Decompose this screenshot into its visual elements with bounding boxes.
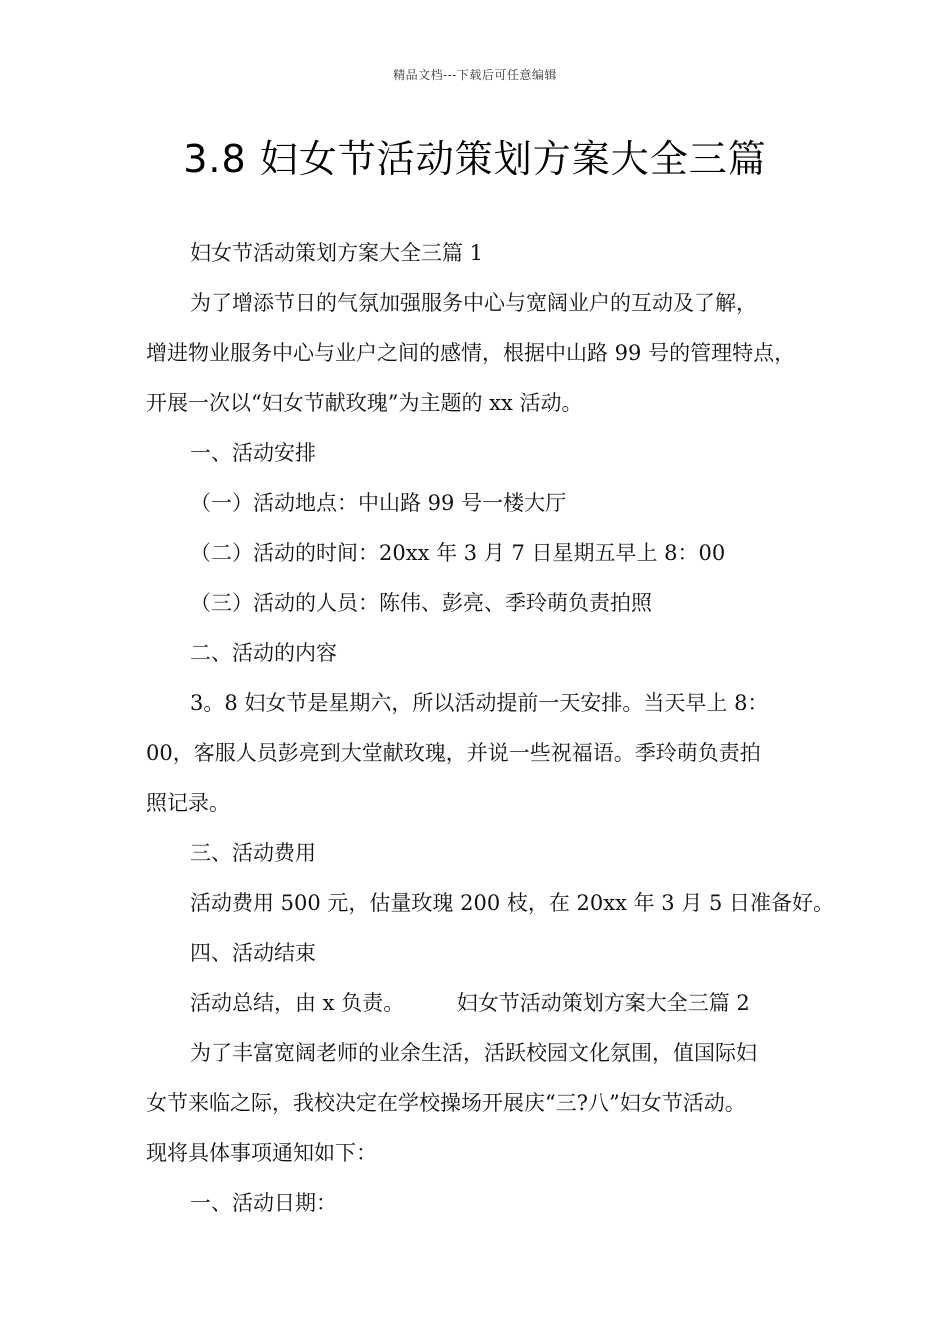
paragraph-line: 照记录。 xyxy=(146,791,230,815)
section-heading: 三、活动费用 xyxy=(190,841,316,865)
section-heading: 四、活动结束 xyxy=(190,941,316,965)
paragraph-line: 妇女节活动策划方案大全三篇 1 xyxy=(190,241,484,265)
paragraph-line: （一）活动地点：中山路 99 号一楼大厅 xyxy=(190,491,567,515)
document-body xyxy=(146,228,835,1228)
paragraph-line: 3。8 妇女节是星期六，所以活动提前一天安排。当天早上 8： xyxy=(190,691,769,715)
section-heading: 二、活动的内容 xyxy=(190,641,337,665)
paragraph-line: 00，客服人员彭亮到大堂献玫瑰，并说一些祝福语。季玲萌负责拍 xyxy=(146,741,761,765)
paragraph-line: （二）活动的时间：20xx 年 3 月 7 日星期五早上 8：00 xyxy=(190,541,726,565)
paragraph-line: 现将具体事项通知如下： xyxy=(146,1141,377,1165)
section-heading: 一、活动日期： xyxy=(190,1191,337,1215)
paragraph-line: 为了增添节日的气氛加强服务中心与宽阔业户的互动及了解， xyxy=(190,291,757,315)
paragraph-line: 开展一次以“妇女节献玫瑰”为主题的 xx 活动。 xyxy=(146,391,583,415)
paragraph-line: 活动总结，由 x 负责。 妇女节活动策划方案大全三篇 2 xyxy=(190,991,750,1015)
section-heading: 一、活动安排 xyxy=(190,441,316,465)
paragraph-line: 女节来临之际，我校决定在学校操场开展庆“三?八”妇女节活动。 xyxy=(146,1091,746,1115)
document-title: 3.8 妇女节活动策划方案大全三篇 xyxy=(183,137,767,181)
paragraph-line: 增进物业服务中心与业户之间的感情，根据中山路 99 号的管理特点， xyxy=(146,341,796,365)
header-note: 精品文档---下载后可任意编辑 xyxy=(393,68,557,82)
paragraph-line: （三）活动的人员：陈伟、彭亮、季玲萌负责拍照 xyxy=(190,591,652,615)
paragraph-line: 为了丰富宽阔老师的业余生活，活跃校园文化氛围，值国际妇 xyxy=(190,1041,757,1065)
paragraph-line: 活动费用 500 元，估量玫瑰 200 枝，在 20xx 年 3 月 5 日准备好。 xyxy=(190,891,835,915)
